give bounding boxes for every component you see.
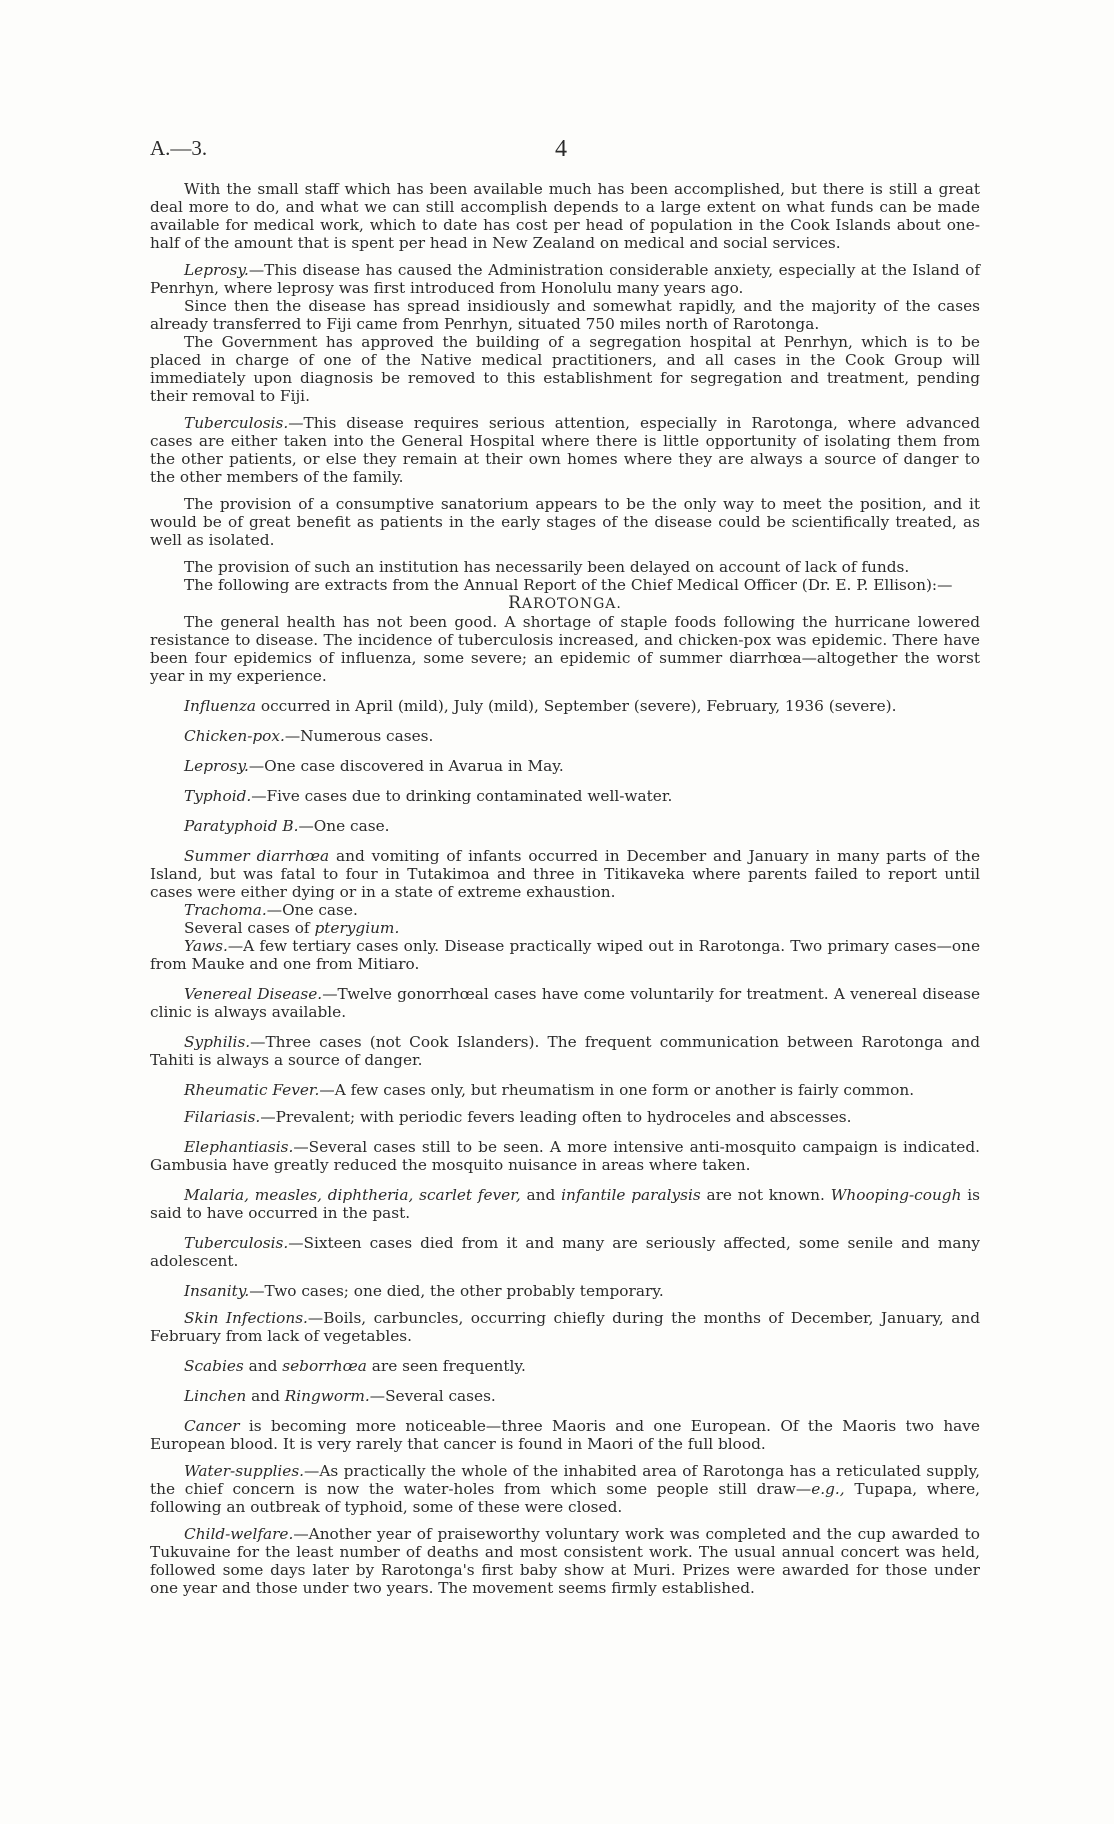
leprosy-paragraph: Leprosy.—This disease has caused the Administration considerable anxiety, especially at the Island of Penrhyn, where leprosy was first introduced from Honolulu many years ago. [150,261,980,297]
entry-cancer: Cancer is becoming more noticeable—three Maoris and one European. Of the Maoris two have European blood. It is very rarely that cancer is found in Maori of the full blood. [150,1417,980,1453]
entry-summer-diarrhoea: Summer diarrhœa and vomiting of infants occurred in December and January in many parts of the Island, but was fatal to four in Tutakimoa and three in Titikaveka where parents failed to report until cases were either dying or in a state of extreme exhaustion. [150,847,980,901]
leprosy-paragraph-2: Since then the disease has spread insidiously and somewhat rapidly, and the majority of the cases already transferred to Fiji came from Penrhyn, situated 750 miles north of Rarotonga. [150,297,980,333]
entry-skin-infections: Skin Infections.—Boils, carbuncles, occurring chiefly during the months of December, January, and February from lack of vegetables. [150,1309,980,1345]
entry-child-welfare: Child-welfare.—Another year of praiseworthy voluntary work was completed and the cup awarded to Tukuvaine for the least number of deaths and most consistent work. The usual annual concert was held, followed some days later by Rarotonga's first baby show at Muri. Prizes were awarded for those under one year and those under two years. The movement seems firmly established. [150,1525,980,1597]
entry-leprosy: Leprosy.—One case discovered in Avarua in May. [184,757,564,775]
entry-syphilis: Syphilis.—Three cases (not Cook Islanders). The frequent communication between Rarotonga and Tahiti is always a source of danger. [150,1033,980,1069]
document-body [150,180,980,1597]
intro-paragraph: With the small staff which has been available much has been accomplished, but there is still a great deal more to do, and what we can still accomplish depends to a large extent on what funds can be made available for medical work, which to date has cost per head of population in the Cook Islands about one-half of the amount that is spent per head in New Zealand on medical and social services. [150,180,980,252]
document-reference: A.—3. [150,136,208,160]
section-heading: RAROTONGA. [508,593,622,613]
entry-not-known: Malaria, measles, diphtheria, scarlet fever, and infantile paralysis are not known. Whooping-cough is said to have occurred in the past. [150,1186,980,1222]
entry-typhoid: Typhoid.—Five cases due to drinking contaminated well-water. [184,787,673,805]
entry-elephantiasis: Elephantiasis.—Several cases still to be seen. A more intensive anti-mosquito campaign is indicated. Gambusia have greatly reduced the mosquito nuisance in areas where taken. [150,1138,980,1174]
entry-linchen: Linchen and Ringworm.—Several cases. [184,1387,496,1405]
entry-venereal: Venereal Disease.—Twelve gonorrhœal cases have come voluntarily for treatment. A venereal disease clinic is always available. [150,985,980,1021]
entry-insanity: Insanity.—Two cases; one died, the other probably temporary. [184,1282,664,1300]
tuberculosis-paragraph-4: The following are extracts from the Annual Report of the Chief Medical Officer (Dr. E. P. Ellison):— [184,576,953,594]
page-header [150,136,990,176]
leprosy-paragraph-3: The Government has approved the building of a segregation hospital at Penrhyn, which is to be placed in charge of one of the Native medical practitioners, and all cases in the Cook Group will immediately upon diagnosis be removed to this establishment for segregation and treatment, pending their removal to Fiji. [150,333,980,405]
entry-influenza: Influenza occurred in April (mild), July (mild), September (severe), February, 1936 (severe). [184,697,897,715]
tuberculosis-paragraph: Tuberculosis.—This disease requires serious attention, especially in Rarotonga, where advanced cases are either taken into the General Hospital where there is little opportunity of isolating them from the other patients, or else they remain at their own homes where they are always a source of danger to the other members of the family. [150,414,980,486]
tuberculosis-paragraph-2: The provision of a consumptive sanatorium appears to be the only way to meet the position, and it would be of great benefit as patients in the early stages of the disease could be scientifically treated, as well as isolated. [150,495,980,549]
entry-water-supplies: Water-supplies.—As practically the whole of the inhabited area of Rarotonga has a reticulated supply, the chief concern is now the water-holes from which some people still draw—e.g., Tupapa, where, following an outbreak of typhoid, some of these were closed. [150,1462,980,1516]
entry-pterygium: Several cases of pterygium. [184,919,400,937]
tuberculosis-label: Tuberculosis. [184,414,289,432]
entry-trachoma: Trachoma.—One case. [184,901,358,919]
entry-rheumatic: Rheumatic Fever.—A few cases only, but rheumatism in one form or another is fairly common. [184,1081,915,1099]
tuberculosis-paragraph-3: The provision of such an institution has necessarily been delayed on account of lack of funds. [184,558,910,576]
entry-paratyphoid: Paratyphoid B.—One case. [184,817,390,835]
leprosy-label: Leprosy. [184,261,249,279]
general-health-paragraph: The general health has not been good. A shortage of staple foods following the hurricane lowered resistance to disease. The incidence of tuberculosis increased, and chicken-pox was epidemic. There have been four epidemics of influenza, some severe; an epidemic of summer diarrhœa—altogether the worst year in my experience. [150,613,980,685]
entry-tuberculosis: Tuberculosis.—Sixteen cases died from it and many are seriously affected, some senile and many adolescent. [150,1234,980,1270]
entry-filariasis: Filariasis.—Prevalent; with periodic fevers leading often to hydroceles and abscesses. [184,1108,852,1126]
entry-scabies: Scabies and seborrhœa are seen frequently. [184,1357,526,1375]
page-number: 4 [555,136,567,162]
entry-chickenpox: Chicken-pox.—Numerous cases. [184,727,434,745]
entry-yaws: Yaws.—A few tertiary cases only. Disease practically wiped out in Rarotonga. Two primary cases—one from Mauke and one from Mitiaro. [150,937,980,973]
